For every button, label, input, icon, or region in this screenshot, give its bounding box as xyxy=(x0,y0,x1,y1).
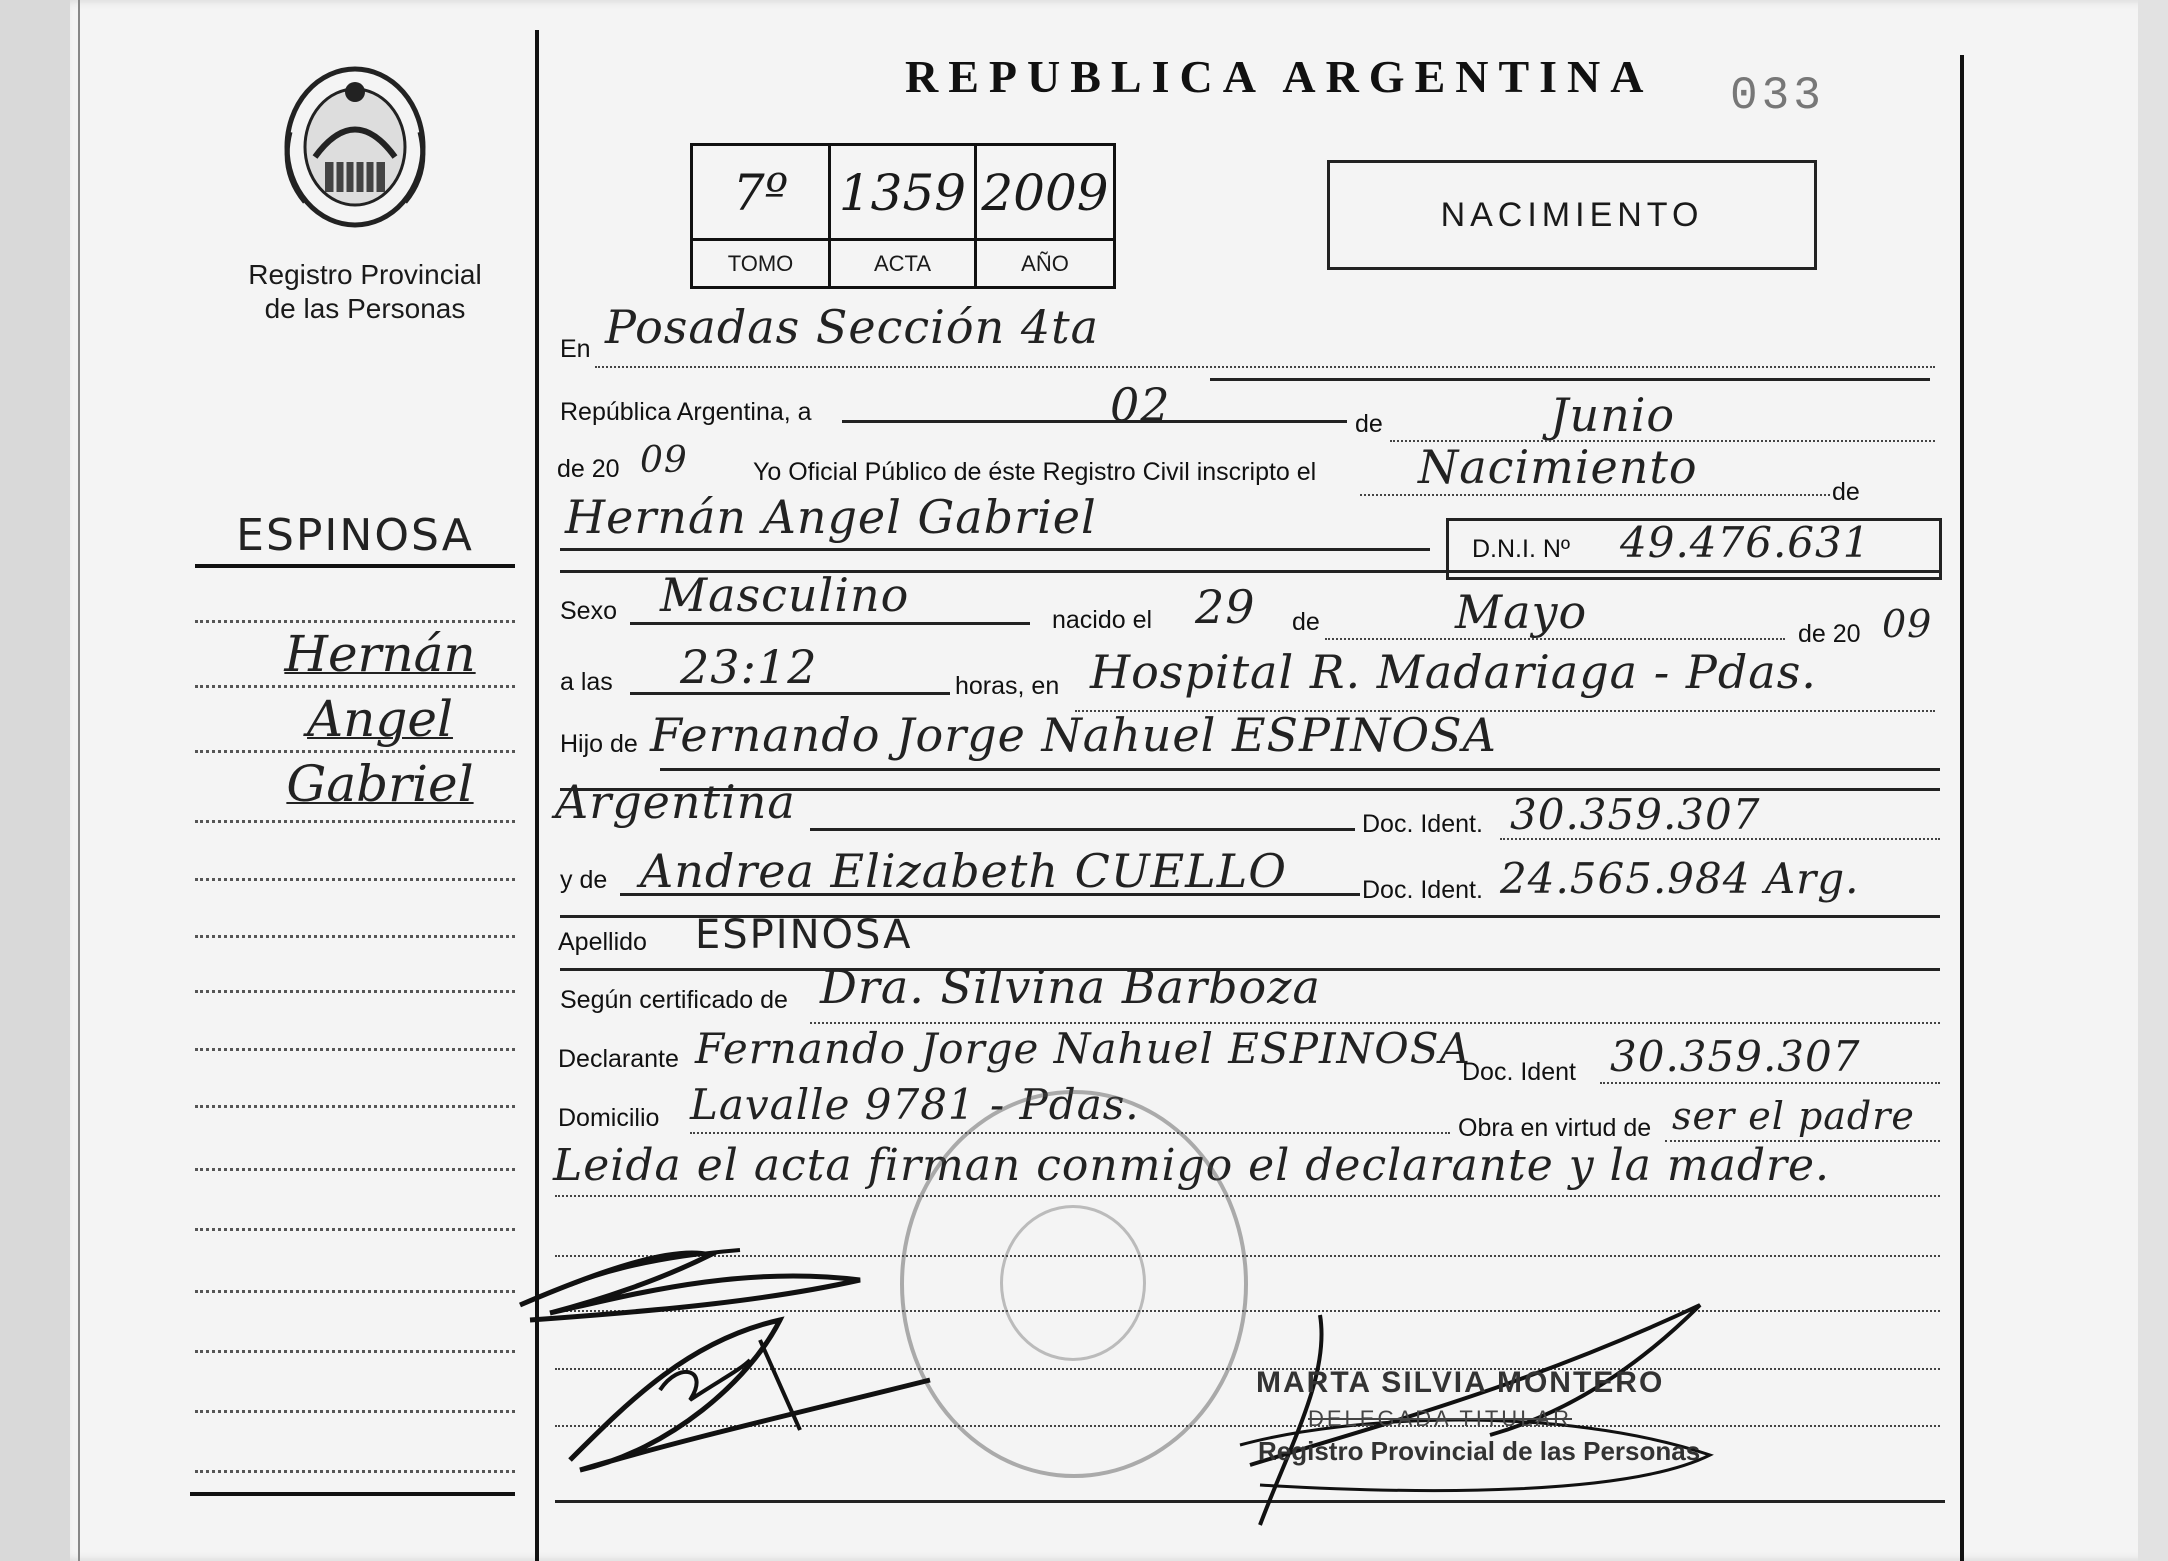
child-name: Hernán Angel Gabriel xyxy=(565,490,1097,544)
form-rule xyxy=(1600,1082,1940,1084)
nacido-label: nacido el xyxy=(1052,606,1153,634)
doc-ident-label-father: Doc. Ident. xyxy=(1362,810,1483,838)
de-label-2: de xyxy=(1832,478,1860,506)
margin-line xyxy=(78,0,80,1561)
tomo-value: 7º xyxy=(693,146,831,241)
father-doc: 30.359.307 xyxy=(1510,790,1761,839)
republica-label: República Argentina, a xyxy=(560,398,812,426)
obra-value: ser el padre xyxy=(1672,1094,1915,1138)
birth-month: Mayo xyxy=(1455,585,1588,639)
mother-name: Andrea Elizabeth CUELLO xyxy=(640,844,1287,898)
father-name: Fernando Jorge Nahuel ESPINOSA xyxy=(650,708,1497,762)
closing-text: Leida el acta firman conmigo el declarante y la madre. xyxy=(553,1140,1831,1191)
year-value: 09 xyxy=(640,440,688,481)
country-header: REPUBLICA ARGENTINA xyxy=(905,51,1654,102)
register-box xyxy=(690,143,1116,289)
dni-value: 49.476.631 xyxy=(1620,518,1871,567)
tomo-label: TOMO xyxy=(693,241,831,286)
declarante-value: Fernando Jorge Nahuel ESPINOSA xyxy=(695,1024,1471,1073)
de-label-3: de xyxy=(1292,608,1320,636)
surname-underline xyxy=(195,564,515,568)
margin-name-2: Angel xyxy=(307,690,453,748)
acta-value: 1359 xyxy=(831,146,977,241)
form-rule xyxy=(1210,378,1930,381)
mother-signature xyxy=(550,1300,950,1480)
margin-dotline xyxy=(195,1350,515,1353)
stamp-emblem xyxy=(1000,1205,1146,1361)
margin-dotline xyxy=(195,620,515,623)
margin-dotline xyxy=(195,1410,515,1413)
margin-bottom-line xyxy=(190,1492,515,1496)
margin-dotline xyxy=(195,935,515,938)
en-value: Posadas Sección 4ta xyxy=(605,300,1100,354)
birth-year-prefix: de 20 xyxy=(1798,620,1861,648)
margin-dotline xyxy=(195,1228,515,1231)
hijo-label: Hijo de xyxy=(560,730,638,758)
margin-dotline xyxy=(195,990,515,993)
margin-name-1: Hernán xyxy=(284,625,476,683)
official-role: DELEGADA TITULAR xyxy=(1308,1406,1572,1431)
day-value: 02 xyxy=(1110,378,1171,432)
margin-surname: ESPINOSA xyxy=(236,510,474,561)
segun-label: Según certificado de xyxy=(560,986,788,1014)
segun-value: Dra. Silvina Barboza xyxy=(820,960,1321,1014)
anio-value: 2009 xyxy=(977,146,1113,241)
doc-ident-label-mother: Doc. Ident. xyxy=(1362,876,1483,904)
declarante-label: Declarante xyxy=(558,1045,679,1073)
margin-dotline xyxy=(195,878,515,881)
document-number: 033 xyxy=(1730,70,1825,122)
form-rule xyxy=(560,548,1430,551)
horas-label: horas, en xyxy=(955,672,1060,700)
official-name: MARTA SILVIA MONTERO xyxy=(1256,1366,1665,1399)
alas-label: a las xyxy=(560,668,613,696)
form-rule xyxy=(595,366,1935,368)
registry-title-line1: Registro Provincial xyxy=(248,259,482,290)
act-type-box: NACIMIENTO xyxy=(1327,160,1817,270)
form-rule xyxy=(660,768,1940,771)
margin-dotline xyxy=(195,1168,515,1171)
form-rule xyxy=(842,420,1347,423)
registry-title-line2: de las Personas xyxy=(264,293,466,324)
margin-dotline xyxy=(195,820,515,823)
form-rule xyxy=(630,692,950,695)
margin-dotline xyxy=(195,1290,515,1293)
margin-name-3: Gabriel xyxy=(286,755,474,813)
form-rule xyxy=(1360,494,1830,496)
margin-dotline xyxy=(195,750,515,753)
de-label: de xyxy=(1355,410,1383,438)
month-value: Junio xyxy=(1550,388,1676,442)
birth-place: Hospital R. Madariaga - Pdas. xyxy=(1090,645,1817,699)
year-prefix: de 20 xyxy=(557,455,620,483)
domicilio-value: Lavalle 9781 - Pdas. xyxy=(690,1080,1140,1129)
obra-label: Obra en virtud de xyxy=(1458,1114,1652,1142)
birth-day: 29 xyxy=(1195,580,1256,634)
form-rule xyxy=(1325,638,1785,640)
form-rule xyxy=(1500,838,1940,840)
form-rule xyxy=(620,893,1360,896)
form-rule xyxy=(810,828,1355,831)
father-nationality: Argentina xyxy=(555,775,796,829)
birth-time: 23:12 xyxy=(680,640,818,694)
domicilio-label: Domicilio xyxy=(558,1104,660,1132)
acta-label: ACTA xyxy=(831,241,977,286)
inscripto-value: Nacimiento xyxy=(1418,440,1698,494)
margin-dotline xyxy=(195,1470,515,1473)
mother-doc: 24.565.984 Arg. xyxy=(1500,854,1860,903)
doc-ident-label-declarante: Doc. Ident xyxy=(1462,1058,1576,1086)
form-rule xyxy=(630,622,1030,625)
margin-dotline xyxy=(195,1105,515,1108)
sexo-label: Sexo xyxy=(560,597,617,625)
dni-label: D.N.I. Nº xyxy=(1472,535,1571,563)
registry-title xyxy=(220,258,510,326)
oficial-text: Yo Oficial Público de éste Registro Civil inscripto el xyxy=(753,458,1317,486)
apellido-label: Apellido xyxy=(558,928,647,956)
sexo-value: Masculino xyxy=(660,568,910,622)
form-rule xyxy=(555,1195,1940,1197)
official-org: Registro Provincial de las Personas xyxy=(1258,1436,1701,1466)
provincial-seal-icon xyxy=(280,62,430,232)
margin-dotline xyxy=(195,1048,515,1051)
margin-dotline xyxy=(195,685,515,688)
yde-label: y de xyxy=(560,866,608,894)
right-border-line xyxy=(1960,55,1964,1561)
anio-label: AÑO xyxy=(1021,251,1069,276)
paper-edge xyxy=(2138,0,2168,1561)
en-label: En xyxy=(560,335,591,363)
apellido-value: ESPINOSA xyxy=(695,912,913,958)
declarante-doc: 30.359.307 xyxy=(1610,1032,1861,1081)
birth-year: 09 xyxy=(1882,602,1933,646)
